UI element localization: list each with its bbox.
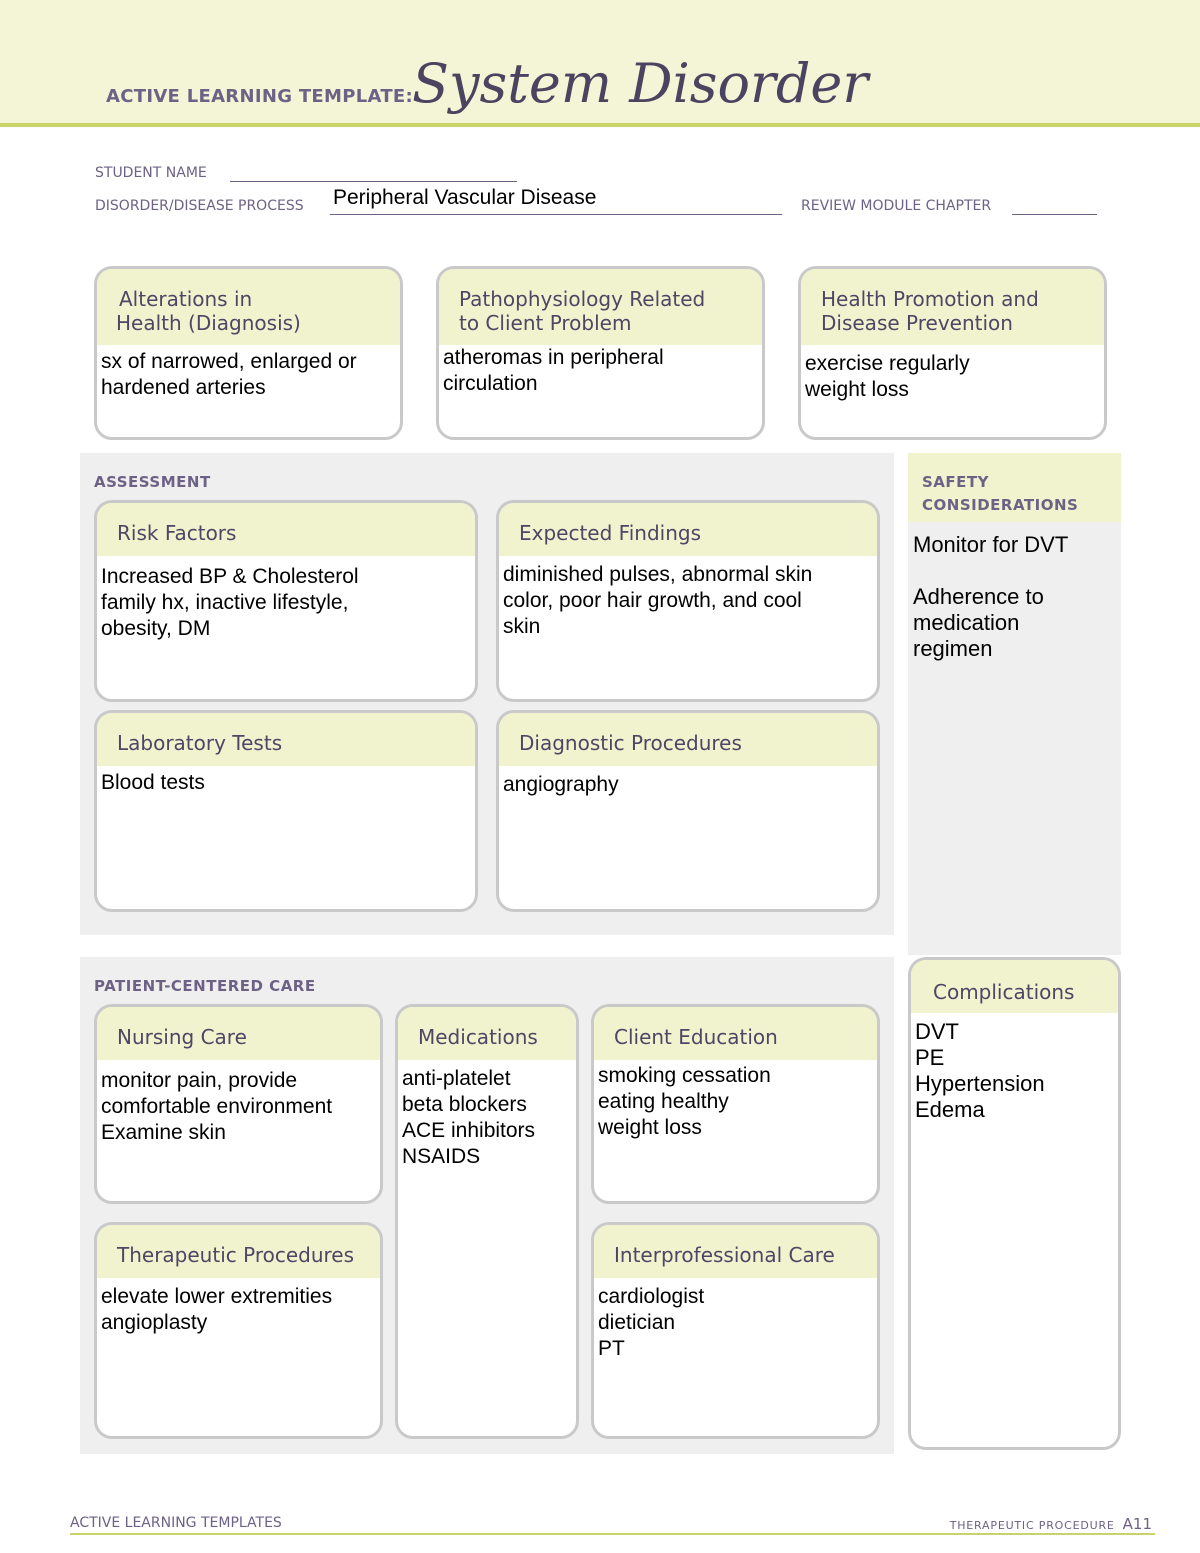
content-line: DVT xyxy=(915,1019,959,1044)
risk-factors-box xyxy=(94,500,478,702)
alterations-in-health-box xyxy=(94,266,403,440)
content-line: NSAIDS xyxy=(402,1145,481,1168)
box-header xyxy=(594,1225,877,1278)
content-line: angioplasty xyxy=(101,1311,208,1334)
safety-title-line: CONSIDERATIONS xyxy=(922,496,1079,514)
content-line: sx of narrowed, enlarged or xyxy=(101,350,357,373)
content-line: circulation xyxy=(443,372,538,395)
box-title: Diagnostic Procedures xyxy=(519,731,742,755)
content-line: atheromas in peripheral xyxy=(443,346,664,369)
disorder-label: DISORDER/DISEASE PROCESS xyxy=(95,198,304,214)
content-line: Increased BP & Cholesterol xyxy=(101,565,359,588)
box-header xyxy=(97,503,475,556)
box-header xyxy=(398,1007,576,1060)
content-line: obesity, DM xyxy=(101,617,211,640)
box-title: Laboratory Tests xyxy=(117,731,283,755)
template-label: ACTIVE LEARNING TEMPLATE: xyxy=(106,86,413,107)
content-line: weight loss xyxy=(805,378,909,401)
content-line: ACE inhibitors xyxy=(402,1119,536,1142)
complications-box xyxy=(908,957,1121,1450)
safety-title xyxy=(922,471,1078,517)
content-line: angiography xyxy=(503,773,619,796)
content-line: Hypertension xyxy=(915,1071,1045,1096)
footer-section: THERAPEUTIC PROCEDURE xyxy=(949,1519,1115,1532)
content-line: skin xyxy=(503,615,541,638)
box-title-line: Pathophysiology Related xyxy=(459,287,706,311)
client-education-box xyxy=(591,1004,880,1204)
review-chapter-label: REVIEW MODULE CHAPTER xyxy=(801,198,992,214)
diagnostic-procedures-box xyxy=(496,710,880,912)
student-name-label: STUDENT NAME xyxy=(95,165,207,181)
content-line: Edema xyxy=(915,1097,985,1122)
box-title: Therapeutic Procedures xyxy=(117,1243,355,1267)
content-line: anti-platelet xyxy=(402,1067,511,1090)
content-line xyxy=(913,558,1068,584)
box-title-line: Alterations in xyxy=(119,287,253,311)
content-line: dietician xyxy=(598,1311,676,1334)
content-line: beta blockers xyxy=(402,1093,527,1116)
patient-centered-care-title: PATIENT-CENTERED CARE xyxy=(94,977,316,995)
assessment-title: ASSESSMENT xyxy=(94,473,211,491)
box-content[interactable] xyxy=(594,1060,877,1141)
footer-rule xyxy=(70,1533,1155,1535)
box-content[interactable] xyxy=(97,556,475,642)
box-title-line: Disease Prevention xyxy=(821,311,1013,335)
content-line: weight loss xyxy=(598,1116,702,1139)
box-title: Complications xyxy=(933,980,1075,1004)
box-title: Medications xyxy=(418,1025,538,1049)
disorder-field[interactable] xyxy=(330,214,782,215)
content-line: family hx, inactive lifestyle, xyxy=(101,591,349,614)
box-header xyxy=(97,1225,380,1278)
disorder-value: Peripheral Vascular Disease xyxy=(333,186,597,209)
page-title: System Disorder xyxy=(412,52,869,115)
review-chapter-field[interactable] xyxy=(1012,214,1097,215)
header-rule xyxy=(0,123,1200,127)
box-content[interactable] xyxy=(97,1060,380,1146)
box-content[interactable] xyxy=(97,766,475,796)
medications-box xyxy=(395,1004,579,1439)
student-name-field[interactable] xyxy=(230,181,517,182)
content-line: monitor pain, provide xyxy=(101,1069,298,1092)
box-header xyxy=(97,1007,380,1060)
content-line: cardiologist xyxy=(598,1285,705,1308)
box-content[interactable] xyxy=(499,556,877,640)
content-line: color, poor hair growth, and cool xyxy=(503,589,802,612)
box-content[interactable] xyxy=(499,766,877,798)
pathophysiology-box xyxy=(436,266,765,440)
footer-left: ACTIVE LEARNING TEMPLATES xyxy=(70,1515,282,1531)
therapeutic-procedures-box xyxy=(94,1222,383,1439)
box-title-line: Health Promotion and xyxy=(821,287,1039,311)
box-content[interactable] xyxy=(594,1278,877,1362)
box-title-line: Health (Diagnosis) xyxy=(116,311,301,335)
content-line: smoking cessation xyxy=(598,1064,771,1087)
box-content[interactable] xyxy=(97,1278,380,1336)
content-line: exercise regularly xyxy=(805,352,970,375)
content-line: diminished pulses, abnormal skin xyxy=(503,563,813,586)
box-header xyxy=(97,269,400,345)
footer-right xyxy=(950,1515,1152,1533)
box-header xyxy=(499,503,877,556)
box-title: Nursing Care xyxy=(117,1025,247,1049)
box-title: Risk Factors xyxy=(117,521,237,545)
box-title-line: to Client Problem xyxy=(459,311,632,335)
box-header xyxy=(439,269,762,345)
content-line: comfortable environment xyxy=(101,1095,333,1118)
page-number: A11 xyxy=(1122,1515,1152,1533)
box-content[interactable] xyxy=(398,1060,576,1170)
box-header xyxy=(801,269,1104,345)
box-content[interactable] xyxy=(801,345,1104,403)
box-content[interactable] xyxy=(97,345,400,401)
content-line: PE xyxy=(915,1045,945,1070)
box-title: Interprofessional Care xyxy=(614,1243,835,1267)
content-line: PT xyxy=(598,1337,625,1360)
box-header xyxy=(594,1007,877,1060)
box-header xyxy=(911,960,1118,1013)
content-line: Blood tests xyxy=(101,771,205,794)
box-header xyxy=(97,713,475,766)
content-line: hardened arteries xyxy=(101,376,266,399)
content-line: regimen xyxy=(913,636,993,661)
content-line: Monitor for DVT xyxy=(913,532,1069,557)
content-line: Examine skin xyxy=(101,1121,226,1144)
laboratory-tests-box xyxy=(94,710,478,912)
expected-findings-box xyxy=(496,500,880,702)
safety-title-line: SAFETY xyxy=(922,473,989,491)
content-line: Adherence to xyxy=(913,584,1044,609)
content-line: medication xyxy=(913,610,1020,635)
safety-column xyxy=(908,453,1121,955)
content-line: eating healthy xyxy=(598,1090,729,1113)
box-content[interactable] xyxy=(439,345,762,397)
content-line: elevate lower extremities xyxy=(101,1285,333,1308)
box-content[interactable] xyxy=(911,1013,1118,1123)
nursing-care-box xyxy=(94,1004,383,1204)
box-title: Client Education xyxy=(614,1025,778,1049)
box-title: Expected Findings xyxy=(519,521,701,545)
interprofessional-care-box xyxy=(591,1222,880,1439)
safety-content[interactable] xyxy=(913,532,1068,662)
health-promotion-box xyxy=(798,266,1107,440)
box-header xyxy=(499,713,877,766)
